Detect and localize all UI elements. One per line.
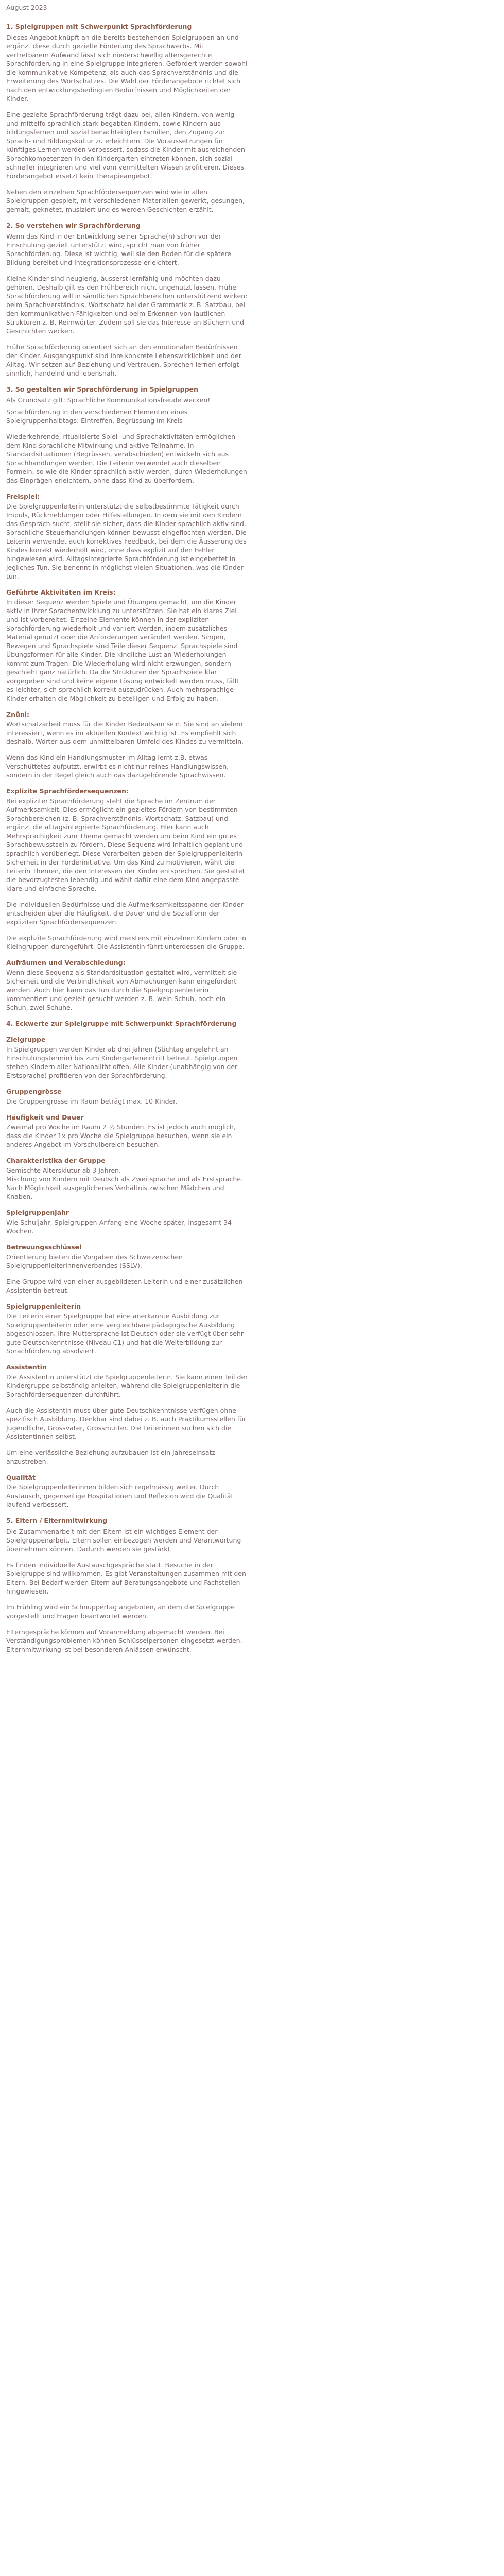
paragraph: Wortschatzarbeit muss für die Kinder Bedeutsam sein. Sie sind an vielem interessiert, wenn es im aktuellen Kontext wichtig ist. Es empfiehlt sich deshalb, Wörter aus dem unmittelbaren Umfeld des Kindes zu vermitteln. <box>6 720 244 745</box>
paragraph: Eine Gruppe wird von einer ausgebildeten Leiterin und einer zusätzlichen Assistentin betreut. <box>6 1278 243 1294</box>
subsection-heading: Aufräumen und Verabschiedung: <box>6 959 126 967</box>
section-title: 1. Spielgruppen mit Schwerpunkt Sprachförderung <box>6 23 192 30</box>
paragraph: In dieser Sequenz werden Spiele und Übungen gemacht, um die Kinder aktiv in ihrer Sprachentwicklung zu unterstützen. Sie hat ein klares Ziel und ist vorbereitet. Einzelne Elemente können in der expliziten Sprachförderung wiederholt und variiert werden, indem zusätzliches Material genutzt oder die Anforderungen verändert werden. Singen, Bewegen und Sprachspiele sind Teile dieser Sequenz. Sprachspiele sind Übungsformen für alle Kinder. Die kindliche Lust an Wiederholungen kommt zum Tragen. Die Wiederholung wird nicht erzwungen, sondern geschieht ganz natürlich. Da die Strukturen der Sprachspiele klar vorgegeben sind und keine eigene Lösung entwickelt werden muss, fällt es leichter, sich sprachlich korrekt auszudrücken. Auch mehrsprachige Kinder erhalten die Möglichkeit zu beteiligen und Erfolg zu haben. <box>6 598 239 702</box>
section-title: 3. So gestalten wir Sprachförderung in Spielgruppen <box>6 385 198 393</box>
paragraph: Auch die Assistentin muss über gute Deutschkenntnisse verfügen ohne spezifisch Ausbildung. Denkbar sind dabei z. B. auch Praktikumsstellen für Jugendliche, Grossvater, Grossmutter. Die Leiterinnen suchen sich die Assistentinnen selbst. <box>6 1406 247 1440</box>
paragraph: Die explizite Sprachförderung wird meistens mit einzelnen Kindern oder in Kleingruppen durchgeführt. Die Assistentin führt unterdessen die Gruppe. <box>6 934 247 951</box>
paragraph: Es finden individuelle Austauschgespräche statt. Besuche in der Spielgruppe sind willkommen. Es gibt Veranstaltungen zusammen mit den Eltern. Bei Bedarf werden Eltern auf Beratungsangebote und Fachstellen hingewiesen. <box>6 1561 246 1595</box>
section-5 <box>6 1516 498 1654</box>
section-title: 4. Eckwerte zur Spielgruppe mit Schwerpunkt Sprachförderung <box>6 1020 237 1027</box>
paragraph: Wenn diese Sequenz als Standardsituation gestaltet wird, vermittelt sie Sicherheit und die Verbindlichkeit von Abmachungen kann eingefordert werden. Auch hier kann das Tun durch die Spielgruppenleiterin kommentiert und gezielt gesucht werden z. B. wein Schuh, noch ein Schuh, zwei Schuhe. <box>6 969 237 1011</box>
paragraph: In Spielgruppen werden Kinder ab drei Jahren (Stichtag angelehnt an Einschulungstermin) bis zum Kindergarteneintritt betreut. Spielgruppen stehen Kindern aller Nationalität offen. Alle Kinder (unabhängig von der Erstsprache) profitieren von der Sprachförderung. <box>6 1045 238 1079</box>
paragraph: Wenn das Kind in der Entwicklung seiner Sprache(n) schon vor der Einschulung gezielt unterstützt wird, spricht man von früher Sprachförderung. Diese ist wichtig, weil sie den Boden für die spätere Bildung bereitet und Integrationsprozesse erleichtert. <box>6 232 231 266</box>
paragraph: Die Gruppengrösse im Raum beträgt max. 10 Kinder. <box>6 1097 178 1105</box>
paragraph: Kleine Kinder sind neugierig, äusserst lernfähig und möchten dazu gehören. Deshalb gilt es den Frühbereich nicht ungenutzt lassen. Frühe Sprachförderung will in sämtlichen Sprachbereichen unterstützend wirken: beim Sprachverständnis, Wortschatz bei der Grammatik z. B. Satzbau, bei den kommunikativen Fähigkeiten und beim Erkennen von lautlichen Strukturen z. B. Reimwörter. Zudem soll sie das Interesse an Büchern und Geschichten wecken. <box>6 275 248 335</box>
paragraph: Eine gezielte Sprachförderung trägt dazu bei, allen Kindern, von wenig- und mittelfo sprachlich stark begabten Kindern, sowie Kindern aus bildungsfernen und sozial benachteiligten Familien, den Zugang zur Sprach- und Bildungskultur zu erleichtern. Die Voraussetzungen für künftiges Lernen werden verbessert, sodass die Kinder mit ausreichenden Sprachkompetenzen in den Kindergarten eintreten können, sich sozial schneller integrieren und viel vom vermittelten Wissen profitieren. Dieses Förderangebot ersetzt kein Therapieangebot. <box>6 111 245 180</box>
subsection-heading: Geführte Aktivitäten im Kreis: <box>6 588 116 596</box>
paragraph: Die Leiterin einer Spielgruppe hat eine anerkannte Ausbildung zur Spielgruppenleiterin oder eine vergleichbare pädagogische Ausbildung abgeschlossen. Ihre Muttersprache ist Deutsch oder sie verfügt über sehr gute Deutschkenntnisse (Niveau C1) und hat die Weiterbildung zur Sprachförderung absolviert. <box>6 1312 244 1355</box>
document-date: August 2023 <box>6 4 47 11</box>
section-intro: Als Grundsatz gilt: Sprachliche Kommunikationsfreude wecken! <box>6 396 211 404</box>
paragraph: Gemischte Altersklutur ab 3 Jahren. Mischung von Kindern mit Deutsch als Zweitsprache und als Erstsprache. Nach Möglichkeit ausgeglichenes Verhältnis zwischen Mädchen und Knaben. <box>6 1166 243 1200</box>
paragraph: Sprachförderung in den verschiedenen Elementen eines Spielgruppenhalbtags: Eintreffen, Begrüssung im Kreis <box>6 408 188 425</box>
paragraph: Bei expliziter Sprachförderung steht die Sprache im Zentrum der Aufmerksamkeit. Dies ermöglicht ein gezieltes Fördern von bestimmten Sprachbereichen (z. B. Sprachverständnis, Wortschatz, Satzbau) und ergänzt die alltagsintegrierte Sprachförderung. Hier kann auch Mehrsprachigkeit zum Thema gemacht werden um beim Kind ein gutes Sprachbewusstsein zu fördern. Diese Sequenz wird inhaltlich geplant und sprachlich vorüberlegt. Diese Vorarbeiten geben der Spielgruppenleiterin Sicherheit in der Förderinitiative. Um das Kind zu motivieren, wählt die Leiterin Themen, die den Interessen der Kinder entsprechen. Sie gestaltet die bevorzugtesten lebendig und wählt dafür eine dem Kind angepasste klare und einfache Sprache. <box>6 797 245 892</box>
paragraph: Elterngespräche können auf Voranmeldung abgemacht werden. Bei Verständigungsproblemen können Schlüsselpersonen eingesetzt werden. Elternmitwirkung ist bei besonderen Anlässen erwünscht. <box>6 1628 242 1653</box>
paragraph: Im Frühling wird ein Schnuppertag angeboten, an dem die Spielgruppe vorgestellt und Fragen beantwortet werden. <box>6 1603 235 1620</box>
subsection-heading: Explizite Sprachfördersequenzen: <box>6 787 129 795</box>
paragraph: Neben den einzelnen Sprachfördersequenzen wird wie in allen Spielgruppen gespielt, mit verschiedenen Materialien gewerkt, gesungen, gemalt, geknetet, musiziert und es werden Geschichten erzählt. <box>6 188 245 213</box>
section-title: 5. Eltern / Elternmitwirkung <box>6 1517 108 1524</box>
subsection-heading: Assistentin <box>6 1363 47 1371</box>
subsection-heading: Betreuungsschlüssel <box>6 1243 82 1251</box>
section-2 <box>6 221 498 378</box>
section-3 <box>6 385 498 1012</box>
subsection-heading: Häufigkeit und Dauer <box>6 1113 84 1121</box>
paragraph: Um eine verlässliche Beziehung aufzubauen ist ein Jahreseinsatz anzustreben. <box>6 1449 216 1465</box>
subsection-heading: Gruppengrösse <box>6 1088 62 1095</box>
paragraph: Dieses Angebot knüpft an die bereits bestehenden Spielgruppen an und ergänzt diese durch gezielte Förderung des Sprachwerbs. Mit vertretbarem Aufwand lässt sich niederschwellig altersgerechte Sprachförderung in eine Spielgruppe integrieren. Gefördert werden sowohl die kommunikative Kompetenz, als auch das Sprachverständnis und die Erweiterung des Wortschatzes. Die Wahl der Förderangebote richtet sich nach den entwicklungsbedingten Bedürfnissen und Möglichkeiten der Kinder. <box>6 33 248 103</box>
section-1 <box>6 22 498 214</box>
subsection-heading: Freispiel: <box>6 493 40 500</box>
paragraph: Die Zusammenarbeit mit den Eltern ist ein wichtiges Element der Spielgruppenarbeit. Eltern sollen einbezogen werden und Verantwortung übernehmen können. Dadurch werden sie gestärkt. <box>6 1528 241 1553</box>
paragraph: Frühe Sprachförderung orientiert sich an den emotionalen Bedürfnissen der Kinder. Ausgangspunkt sind ihre konkrete Lebenswirklichkeit und der Alltag. Wir setzen auf Beziehung und Vertrauen. Sprechen lernen erfolgt sinnlich, handelnd und lebensnah. <box>6 343 241 377</box>
subsection-heading: Charakteristika der Gruppe <box>6 1157 106 1164</box>
paragraph: Die Assistentin unterstützt die Spielgruppenleiterin. Sie kann einen Teil der Kindergruppe selbständig anleiten, während die Spielgruppenleiterin die Sprachfördersequenzen durchführt. <box>6 1373 248 1398</box>
paragraph: Die Spielgruppenleiterinnen bilden sich regelmässig weiter. Durch Austausch, gegenseitige Hospitationen und Reflexion wird die Qualität laufend verbessert. <box>6 1483 234 1509</box>
paragraph: Wiederkehrende, ritualisierte Spiel- und Sprachaktivitäten ermöglichen dem Kind sprachliche Mitwirkung und aktive Teilnahme. In Standardsituationen (Begrüssen, verabschieden) entwickeln sich aus Sprachhandlungen werden. Die Leiterin verwendet auch dieselben Formeln, so wie die Kinder sprachlich aktiv werden, durch Wiederholungen das Einprägen erleichtern, ohne dass Kind zu überfordern. <box>6 433 247 484</box>
section-4 <box>6 1019 498 1509</box>
subsection-heading: Spielgruppenjahr <box>6 1209 69 1216</box>
section-title: 2. So verstehen wir Sprachförderung <box>6 222 141 229</box>
paragraph: Die Spielgruppenleiterin unterstützt die selbstbestimmte Tätigkeit durch Impuls, Rückmeldungen oder Hilfestellungen. In dem sie mit den Kindern das Gespräch sucht, stellt sie sicher, dass die Kinder sprachlich aktiv sind. Sprachliche Steuerhandlungen können bewusst eingeflochten werden. Die Leiterin verwendet auch korrektives Feedback, bei dem die Äusserung des Kindes korrekt wiederholt wird, ohne dass explizit auf den Fehler hingewiesen wird. Alltagsintegrierte Sprachförderung ist eingebettet in jegliches Tun. Sie benennt in möglichst vielen Situationen, was die Kinder tun. <box>6 502 247 580</box>
paragraph: Wie Schuljahr, Spielgruppen-Anfang eine Woche später, insgesamt 34 Wochen. <box>6 1218 232 1235</box>
paragraph: Die individuellen Bedürfnisse und die Aufmerksamkeitsspanne der Kinder entscheiden über die Häufigkeit, die Dauer und die Sozialform der expliziten Sprachfördersequenzen. <box>6 901 244 926</box>
paragraph: Orientierung bieten die Vorgaben des Schweizerischen Spielgruppenleiterinnenverbandes (SSLV). <box>6 1253 183 1269</box>
subsection-heading: Znüni: <box>6 710 30 718</box>
document-content <box>6 22 498 1654</box>
subsection-heading: Zielgruppe <box>6 1036 46 1043</box>
paragraph: Wenn das Kind ein Handlungsmuster im Alltag lernt z.B. etwas Verschüttetes aufputzt, erwirbt es nicht nur reines Handlungswissen, sondern in der Regel gleich auch das dazugehörende Sprachwissen. <box>6 754 229 779</box>
paragraph: Zweimal pro Woche im Raum 2 ½ Stunden. Es ist jedoch auch möglich, dass die Kinder 1x pro Woche die Spielgruppe besuchen, wenn sie ein anderes Angebot im Vorschulbereich besuchen. <box>6 1123 236 1148</box>
subsection-heading: Spielgruppenleiterin <box>6 1302 81 1310</box>
subsection-heading: Qualität <box>6 1473 36 1481</box>
